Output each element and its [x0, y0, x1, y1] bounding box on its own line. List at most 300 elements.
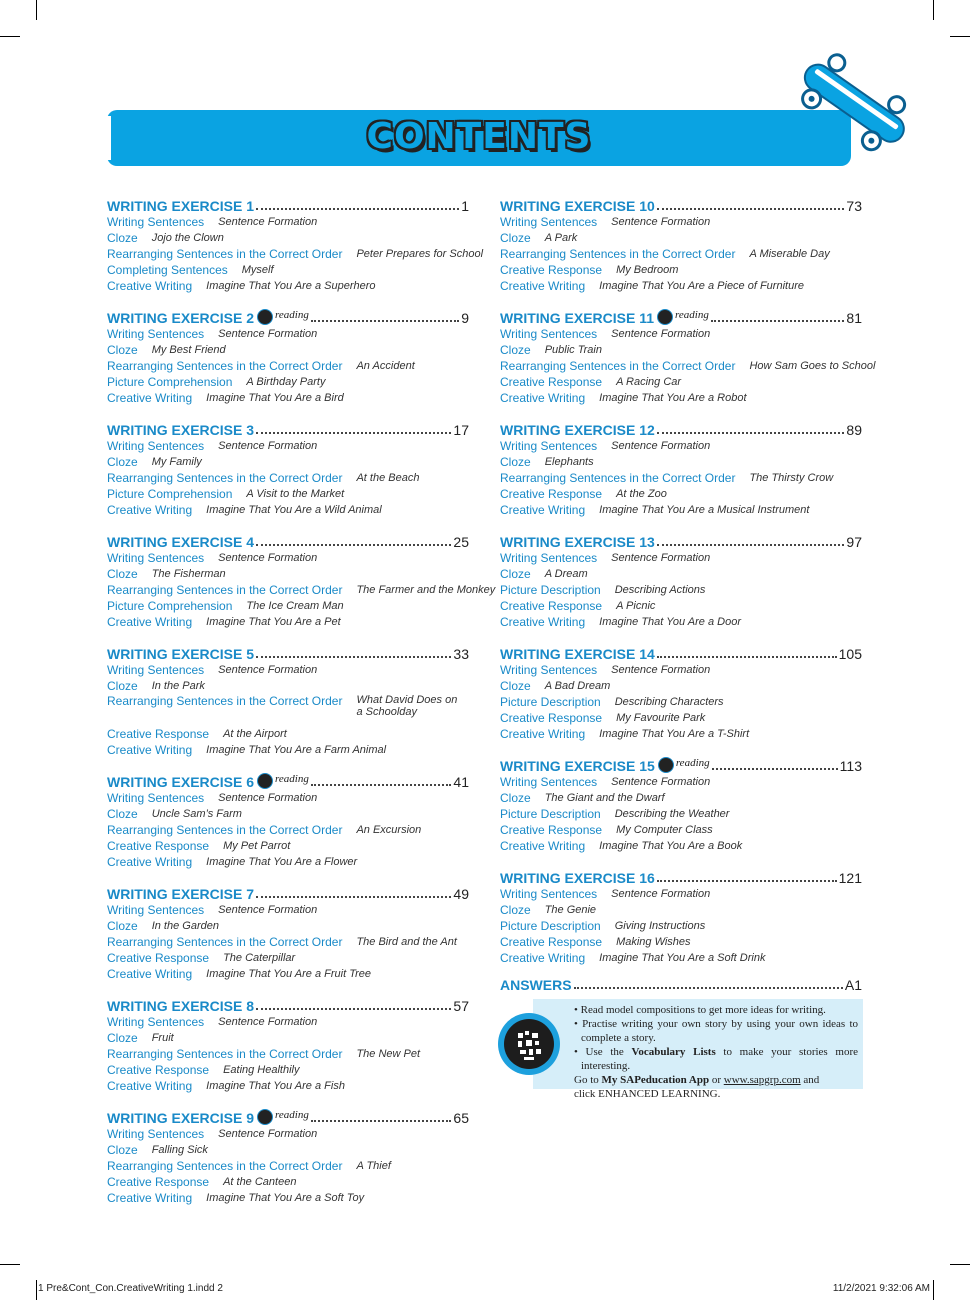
banner-edge [107, 116, 111, 160]
exercise-item[interactable] [107, 806, 469, 822]
item-label: Cloze [107, 1143, 138, 1157]
dot-leader [711, 320, 845, 322]
dot-leader [657, 656, 837, 658]
exercise-heading[interactable] [500, 869, 862, 886]
exercise-item[interactable] [500, 662, 862, 678]
item-topic: Sentence Formation [611, 552, 711, 564]
exercise-item[interactable] [107, 262, 469, 278]
exercise-item[interactable] [107, 742, 469, 758]
item-topic: Imagine That You Are a Soft Toy [206, 1192, 365, 1204]
exercise-item[interactable] [107, 1046, 469, 1062]
item-topic: My Family [151, 456, 202, 468]
item-topic: Uncle Sam’s Farm [151, 808, 242, 820]
exercise-heading[interactable] [500, 645, 862, 662]
answers-entry[interactable] [500, 976, 862, 993]
exercise-heading[interactable] [107, 421, 469, 438]
item-label: Cloze [107, 1031, 138, 1045]
item-topic: Sentence Formation [611, 328, 711, 340]
reading-label: reading [275, 773, 309, 785]
item-topic: Sentence Formation [611, 440, 711, 452]
footer-filename: 1 Pre&Cont_Con.CreativeWriting 1.indd 2 [38, 1283, 223, 1294]
item-topic: My Pet Parrot [223, 840, 291, 852]
exercise-title: WRITING EXERCISE 13 [500, 534, 655, 550]
item-label: Cloze [107, 455, 138, 469]
exercise-item[interactable] [500, 374, 862, 390]
page-number: 25 [453, 534, 469, 550]
exercise-item[interactable] [500, 342, 862, 358]
exercise-title: WRITING EXERCISE 6 [107, 774, 255, 790]
crop-mark [36, 1280, 37, 1300]
item-label: Writing Sentences [500, 327, 598, 341]
item-label: Picture Comprehension [107, 375, 233, 389]
dot-leader [574, 987, 843, 989]
dot-leader [311, 320, 459, 322]
item-topic: Describing Characters [614, 696, 724, 708]
item-topic: Imagine That You Are a Superhero [206, 280, 376, 292]
exercise-item[interactable] [107, 854, 469, 870]
crop-mark [933, 0, 934, 20]
item-topic: The Farmer and the Monkey [356, 584, 496, 596]
item-topic: A Miserable Day [749, 248, 830, 260]
vocabulary-lists-label: Vocabulary Lists [631, 1046, 716, 1058]
exercise-item[interactable] [107, 838, 469, 854]
item-label: Rearranging Sentences in the Correct Order [107, 247, 343, 261]
item-label: Cloze [500, 567, 531, 581]
exercise-heading[interactable] [107, 997, 469, 1014]
website-link[interactable]: www.sapgrp.com [723, 1074, 801, 1086]
exercise-item[interactable] [107, 486, 469, 502]
exercise-item[interactable] [500, 454, 862, 470]
info-text [574, 1003, 858, 1101]
item-topic: Public Train [544, 344, 602, 356]
exercise-item[interactable] [107, 1142, 469, 1158]
exercise-item[interactable] [107, 678, 469, 694]
exercise-item[interactable] [107, 950, 469, 966]
item-topic: My Bedroom [616, 264, 679, 276]
exercise-item[interactable] [500, 358, 876, 374]
item-topic: Imagine That You Are a Fruit Tree [206, 968, 372, 980]
item-label: Rearranging Sentences in the Correct Order [107, 583, 343, 597]
exercise-heading[interactable] [107, 645, 469, 662]
exercise-heading[interactable] [500, 309, 862, 326]
exercise-item[interactable] [500, 278, 862, 294]
item-topic: In the Garden [151, 920, 219, 932]
item-label: Writing Sentences [500, 551, 598, 565]
item-topic: Imagine That You Are a Robot [599, 392, 747, 404]
item-topic: A Dream [544, 568, 588, 580]
item-label: Creative Writing [107, 391, 193, 405]
exercise-entry [500, 197, 862, 294]
item-topic: An Accident [356, 360, 415, 372]
contents-left-column [107, 197, 496, 1221]
item-label: Creative Response [500, 375, 603, 389]
exercise-item[interactable] [107, 1078, 469, 1094]
item-label: Creative Writing [107, 279, 193, 293]
item-topic: At the Airport [223, 728, 287, 740]
exercise-item[interactable] [107, 694, 469, 726]
exercise-item[interactable] [107, 1014, 469, 1030]
item-label: Rearranging Sentences in the Correct Order [107, 471, 343, 485]
item-label: Writing Sentences [107, 215, 205, 229]
item-label: Creative Writing [107, 615, 193, 629]
item-topic: My Computer Class [616, 824, 713, 836]
exercise-item[interactable] [500, 598, 862, 614]
exercise-entry [107, 197, 484, 294]
dot-leader [311, 1120, 452, 1122]
exercise-entry [107, 885, 469, 982]
crop-mark [0, 1264, 20, 1265]
exercise-item[interactable] [500, 614, 862, 630]
exercise-item[interactable] [107, 502, 469, 518]
exercise-item[interactable] [107, 374, 469, 390]
exercise-item[interactable] [107, 342, 469, 358]
reading-icon [658, 757, 674, 773]
exercise-item[interactable] [107, 934, 469, 950]
exercise-item[interactable] [107, 822, 469, 838]
exercise-item[interactable] [107, 326, 469, 342]
exercise-entry [107, 1109, 469, 1206]
page-number: 1 [461, 198, 469, 214]
exercise-title: WRITING EXERCISE 1 [107, 198, 255, 214]
exercise-item[interactable] [107, 790, 469, 806]
dot-leader [311, 784, 452, 786]
info-bullet: • Practise writing your own story by using your own ideas to complete a story. [574, 1018, 858, 1044]
page-number: 105 [838, 646, 862, 662]
dot-leader [657, 432, 845, 434]
item-topic: Imagine That You Are a Piece of Furniture [599, 280, 804, 292]
page-number: 49 [453, 886, 469, 902]
item-topic: Sentence Formation [218, 792, 318, 804]
exercise-entry [500, 421, 862, 518]
item-label: Cloze [500, 679, 531, 693]
exercise-item[interactable] [500, 438, 862, 454]
exercise-heading[interactable] [107, 885, 469, 902]
item-topic: A Park [544, 232, 578, 244]
exercise-item[interactable] [500, 230, 862, 246]
item-topic: The Thirsty Crow [749, 472, 834, 484]
exercise-entry [500, 869, 862, 966]
item-topic: Giving Instructions [614, 920, 706, 932]
item-label: Writing Sentences [107, 663, 205, 677]
exercise-title: WRITING EXERCISE 15 [500, 758, 655, 774]
exercise-item[interactable] [500, 678, 862, 694]
exercise-item[interactable] [500, 934, 862, 950]
item-label: Rearranging Sentences in the Correct Order [500, 247, 736, 261]
dot-leader [256, 656, 451, 658]
item-topic: Imagine That You Are a Musical Instrument [599, 504, 810, 516]
item-label: Creative Writing [500, 615, 586, 629]
item-label: Creative Response [500, 711, 603, 725]
item-topic: Sentence Formation [611, 664, 711, 676]
item-topic: A Bad Dream [544, 680, 611, 692]
exercise-title: WRITING EXERCISE 11 [500, 310, 655, 326]
page-number: 89 [846, 422, 862, 438]
exercise-item[interactable] [107, 1126, 469, 1142]
item-topic: Making Wishes [616, 936, 691, 948]
exercise-item[interactable] [107, 470, 469, 486]
exercise-item[interactable] [107, 966, 469, 982]
item-topic: Imagine That You Are a Pet [206, 616, 341, 628]
item-label: Rearranging Sentences in the Correct Order [107, 823, 343, 837]
exercise-item[interactable] [107, 614, 469, 630]
exercise-item[interactable] [107, 278, 469, 294]
info-text-part: • Use the [574, 1046, 632, 1058]
item-label: Cloze [500, 903, 531, 917]
item-label: Creative Writing [500, 951, 586, 965]
exercise-item[interactable] [500, 838, 862, 854]
dot-leader [657, 880, 837, 882]
item-topic: Falling Sick [151, 1144, 208, 1156]
exercise-item[interactable] [107, 1190, 469, 1206]
page-number: 97 [846, 534, 862, 550]
item-topic: Sentence Formation [218, 328, 318, 340]
exercise-item[interactable] [107, 390, 469, 406]
dot-leader [256, 1008, 451, 1010]
item-label: Creative Writing [107, 743, 193, 757]
item-topic: A Birthday Party [246, 376, 326, 388]
info-text-part: and [800, 1074, 820, 1086]
page-number: 81 [846, 310, 862, 326]
exercise-item[interactable] [107, 582, 496, 598]
exercise-item[interactable] [500, 710, 862, 726]
exercise-heading[interactable] [107, 533, 469, 550]
exercise-item[interactable] [107, 902, 469, 918]
item-label: Creative Writing [500, 391, 586, 405]
exercise-item[interactable] [500, 502, 862, 518]
exercise-entry [500, 757, 862, 854]
dot-leader [256, 208, 459, 210]
exercise-title: WRITING EXERCISE 9 [107, 1110, 255, 1126]
exercise-heading[interactable] [500, 197, 862, 214]
item-topic: Imagine That You Are a T-Shirt [599, 728, 750, 740]
reading-icon [257, 1109, 273, 1125]
footer-timestamp: 11/2/2021 9:32:06 AM [832, 1283, 930, 1294]
reading-label: reading [275, 309, 309, 321]
item-label: Creative Response [500, 263, 603, 277]
item-label: Cloze [107, 807, 138, 821]
item-topic: Describing the Weather [614, 808, 730, 820]
item-label: Picture Comprehension [107, 599, 233, 613]
exercise-heading[interactable] [107, 197, 469, 214]
exercise-title: WRITING EXERCISE 3 [107, 422, 255, 438]
exercise-title: WRITING EXERCISE 2 [107, 310, 255, 326]
item-topic: Myself [241, 264, 274, 276]
dot-leader [256, 544, 451, 546]
item-topic: Sentence Formation [218, 664, 318, 676]
item-label: Picture Description [500, 695, 601, 709]
exercise-item[interactable] [107, 1062, 469, 1078]
item-topic: Describing Actions [614, 584, 706, 596]
exercise-item[interactable] [500, 886, 862, 902]
exercise-item[interactable] [500, 694, 862, 710]
exercise-item[interactable] [107, 550, 469, 566]
item-topic: Eating Healthily [223, 1064, 300, 1076]
page-number: 57 [453, 998, 469, 1014]
answers-title: ANSWERS [500, 977, 572, 993]
exercise-item[interactable] [500, 790, 862, 806]
exercise-item[interactable] [500, 822, 862, 838]
reading-label: reading [275, 1109, 309, 1121]
item-topic: The Ice Cream Man [246, 600, 344, 612]
exercise-item[interactable] [107, 1158, 469, 1174]
item-label: Cloze [500, 343, 531, 357]
exercise-title: WRITING EXERCISE 7 [107, 886, 255, 902]
exercise-item[interactable] [107, 566, 469, 582]
item-label: Creative Response [107, 1063, 210, 1077]
item-label: Completing Sentences [107, 263, 228, 277]
item-topic: Sentence Formation [611, 776, 711, 788]
item-label: Creative Writing [500, 279, 586, 293]
item-topic: Imagine That You Are a Soft Drink [599, 952, 766, 964]
item-topic: At the Beach [356, 472, 420, 484]
page-number: 33 [453, 646, 469, 662]
exercise-title: WRITING EXERCISE 8 [107, 998, 255, 1014]
item-label: Cloze [107, 679, 138, 693]
exercise-item[interactable] [500, 950, 862, 966]
item-label: Picture Description [500, 807, 601, 821]
item-topic: Imagine That You Are a Farm Animal [206, 744, 387, 756]
item-label: Creative Response [500, 823, 603, 837]
item-topic: A Thief [356, 1160, 391, 1172]
exercise-item[interactable] [500, 550, 862, 566]
item-label: Writing Sentences [107, 1127, 205, 1141]
item-label: Writing Sentences [107, 439, 205, 453]
item-topic: A Racing Car [616, 376, 682, 388]
exercise-title: WRITING EXERCISE 16 [500, 870, 655, 886]
item-topic: The New Pet [356, 1048, 421, 1060]
exercise-item[interactable] [107, 662, 469, 678]
exercise-item[interactable] [107, 438, 469, 454]
exercise-item[interactable] [500, 902, 862, 918]
exercise-item[interactable] [500, 214, 862, 230]
page-number: 113 [839, 758, 862, 774]
item-topic: Sentence Formation [218, 1016, 318, 1028]
exercise-title: WRITING EXERCISE 4 [107, 534, 255, 550]
exercise-item[interactable] [107, 1174, 469, 1190]
answers-page: A1 [844, 977, 862, 993]
page-number: 17 [453, 422, 469, 438]
qr-icon [504, 1019, 554, 1069]
item-label: Cloze [500, 231, 531, 245]
info-text-part: Go to [574, 1074, 602, 1086]
exercise-item[interactable] [500, 774, 862, 790]
item-topic: In the Park [151, 680, 205, 692]
item-label: Cloze [107, 919, 138, 933]
exercise-item[interactable] [107, 598, 469, 614]
skateboard-icon [780, 50, 920, 160]
item-label: Writing Sentences [107, 551, 205, 565]
item-label: Writing Sentences [107, 1015, 205, 1029]
exercise-heading[interactable] [500, 421, 862, 438]
item-label: Cloze [107, 231, 138, 245]
exercise-item[interactable] [500, 806, 862, 822]
exercise-item[interactable] [107, 918, 469, 934]
exercise-item[interactable] [500, 582, 862, 598]
exercise-item[interactable] [500, 470, 862, 486]
exercise-heading[interactable] [107, 773, 469, 790]
crop-mark [0, 36, 20, 37]
item-topic: Sentence Formation [611, 888, 711, 900]
item-label: Cloze [107, 343, 138, 357]
enhanced-learning-icon [498, 1013, 560, 1075]
item-label: Creative Response [107, 1175, 210, 1189]
exercise-item[interactable] [107, 230, 469, 246]
item-label: Rearranging Sentences in the Correct Order [107, 359, 343, 373]
exercise-item[interactable] [500, 918, 862, 934]
item-label: Creative Response [107, 839, 210, 853]
item-topic: The Giant and the Dwarf [544, 792, 665, 804]
item-topic: Fruit [151, 1032, 174, 1044]
exercise-item[interactable] [107, 358, 469, 374]
exercise-item[interactable] [500, 246, 862, 262]
exercise-title: WRITING EXERCISE 5 [107, 646, 255, 662]
item-topic: How Sam Goes to School [749, 360, 876, 372]
exercise-entry [500, 309, 876, 406]
crop-mark [950, 36, 970, 37]
reading-icon [257, 773, 273, 789]
item-topic: The Bird and the Ant [356, 936, 457, 948]
exercise-item[interactable] [107, 246, 484, 262]
app-name: My SAPeducation App [601, 1074, 710, 1086]
item-topic: The Genie [544, 904, 597, 916]
info-line: click ENHANCED LEARNING. [574, 1088, 721, 1100]
exercise-item[interactable] [107, 214, 469, 230]
item-topic: What David Does on a Schoolday [356, 694, 458, 718]
exercise-item[interactable] [500, 262, 862, 278]
exercise-item[interactable] [107, 1030, 469, 1046]
exercise-heading[interactable] [107, 1109, 469, 1126]
item-topic: Sentence Formation [611, 216, 711, 228]
exercise-entry [500, 533, 862, 630]
crop-mark [36, 0, 37, 20]
item-label: Writing Sentences [107, 327, 205, 341]
info-text-part: to make your stories more interesting. [581, 1046, 858, 1072]
item-topic: Jojo the Clown [151, 232, 224, 244]
exercise-item[interactable] [500, 726, 862, 742]
item-label: Picture Description [500, 919, 601, 933]
exercise-item[interactable] [107, 454, 469, 470]
reading-label: reading [675, 757, 710, 769]
item-label: Creative Response [500, 935, 603, 949]
item-label: Picture Comprehension [107, 487, 233, 501]
item-label: Creative Writing [107, 855, 193, 869]
item-topic: Sentence Formation [218, 904, 318, 916]
item-topic: At the Canteen [223, 1176, 297, 1188]
exercise-item[interactable] [500, 326, 862, 342]
exercise-item[interactable] [500, 566, 862, 582]
exercise-heading[interactable] [500, 757, 862, 774]
dot-leader [256, 896, 451, 898]
exercise-entry [107, 421, 469, 518]
item-topic: Elephants [544, 456, 594, 468]
item-label: Writing Sentences [500, 663, 598, 677]
page-number: 41 [453, 774, 469, 790]
item-topic: An Excursion [356, 824, 422, 836]
item-topic: Imagine That You Are a Wild Animal [206, 504, 382, 516]
exercise-item[interactable] [107, 726, 469, 742]
exercise-item[interactable] [500, 390, 862, 406]
item-label: Creative Writing [500, 727, 586, 741]
item-label: Rearranging Sentences in the Correct Order [107, 1047, 343, 1061]
page-title: CONTENTS [366, 116, 592, 157]
exercise-item[interactable] [500, 486, 862, 502]
item-label: Cloze [500, 791, 531, 805]
item-topic: Imagine That You Are a Bird [206, 392, 344, 404]
exercise-heading[interactable] [107, 309, 469, 326]
exercise-heading[interactable] [500, 533, 862, 550]
exercise-entry [500, 645, 862, 742]
item-topic: Imagine That You Are a Fish [206, 1080, 345, 1092]
